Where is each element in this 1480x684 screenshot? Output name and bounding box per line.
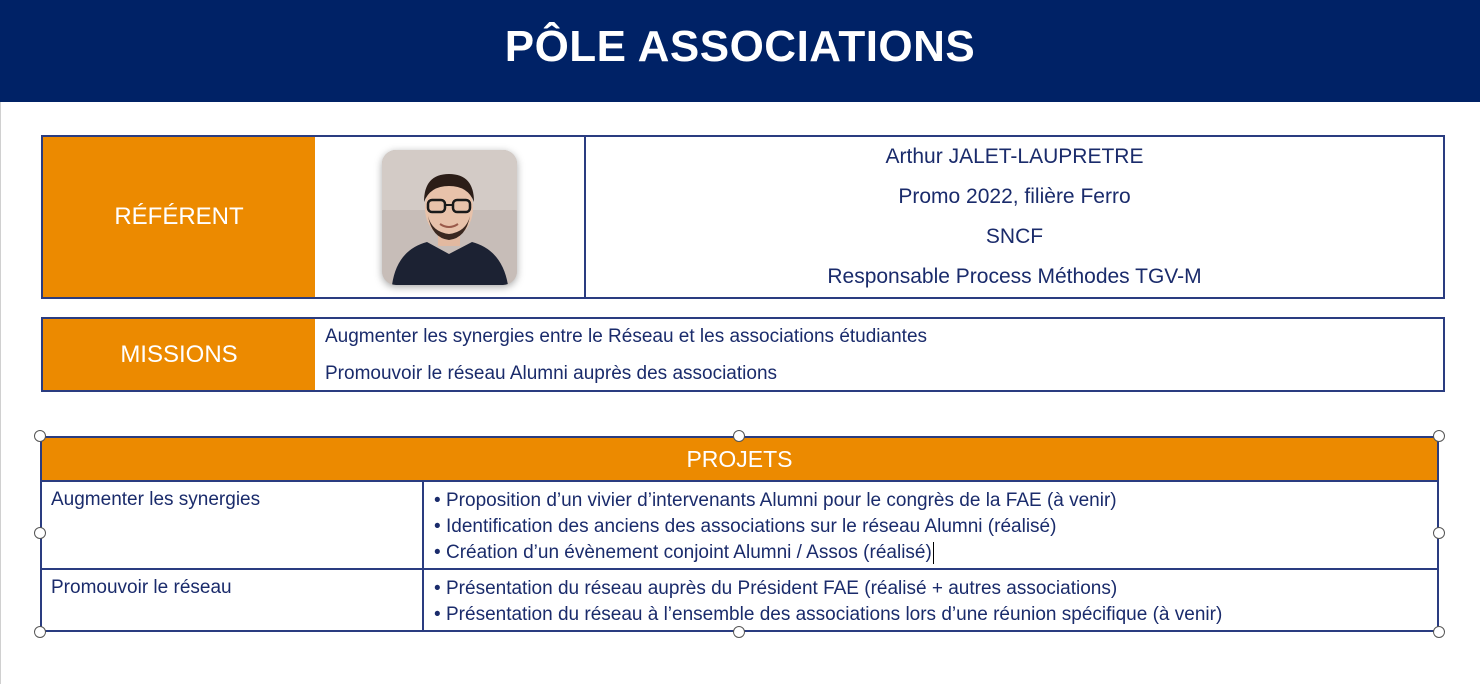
table-row[interactable] <box>42 482 1437 570</box>
referent-promo: Promo 2022, filière Ferro <box>898 185 1131 208</box>
resize-handle-bottom-right[interactable] <box>1433 626 1445 638</box>
list-item: • Proposition d’un vivier d’intervenants Alumni pour le congrès de la FAE (à venir) <box>434 490 1117 511</box>
list-item: • Présentation du réseau à l’ensemble des associations lors d’une réunion spécifique (à venir) <box>434 604 1223 625</box>
project-items[interactable] <box>424 570 1437 630</box>
referent-label: RÉFÉRENT <box>43 137 315 297</box>
page-title: PÔLE ASSOCIATIONS <box>504 22 976 71</box>
project-name: Augmenter les synergies <box>42 482 424 568</box>
resize-handle-left[interactable] <box>34 527 46 539</box>
projects-table[interactable] <box>40 436 1439 632</box>
resize-handle-top-right[interactable] <box>1433 430 1445 442</box>
project-name: Promouvoir le réseau <box>42 570 424 630</box>
missions-table[interactable] <box>41 317 1445 392</box>
resize-handle-bottom[interactable] <box>733 626 745 638</box>
page-header <box>0 0 1480 102</box>
slide-left-edge <box>0 102 1 684</box>
referent-name: Arthur JALET-LAUPRETRE <box>885 145 1144 168</box>
project-items[interactable] <box>424 482 1437 568</box>
missions-list <box>315 319 1443 390</box>
table-row[interactable] <box>42 570 1437 630</box>
resize-handle-top[interactable] <box>733 430 745 442</box>
referent-photo[interactable] <box>382 150 517 285</box>
person-portrait-icon <box>382 150 517 285</box>
resize-handle-top-left[interactable] <box>34 430 46 442</box>
mission-item: Promouvoir le réseau Alumni auprès des associations <box>325 362 778 384</box>
referent-table[interactable] <box>41 135 1445 299</box>
resize-handle-bottom-left[interactable] <box>34 626 46 638</box>
mission-item: Augmenter les synergies entre le Réseau et les associations étudiantes <box>325 325 928 347</box>
text-cursor <box>933 542 934 564</box>
missions-label: MISSIONS <box>43 319 315 390</box>
projects-header: PROJETS <box>42 438 1437 482</box>
referent-company: SNCF <box>985 225 1044 248</box>
list-item: • Identification des anciens des associations sur le réseau Alumni (réalisé) <box>434 516 1057 537</box>
referent-photo-cell <box>315 137 586 297</box>
resize-handle-right[interactable] <box>1433 527 1445 539</box>
referent-info <box>586 137 1443 297</box>
list-item: • Création d’un évènement conjoint Alumni / Assos (réalisé) <box>434 542 932 563</box>
referent-role: Responsable Process Méthodes TGV-M <box>827 265 1202 288</box>
list-item: • Présentation du réseau auprès du Président FAE (réalisé + autres associations) <box>434 578 1118 599</box>
